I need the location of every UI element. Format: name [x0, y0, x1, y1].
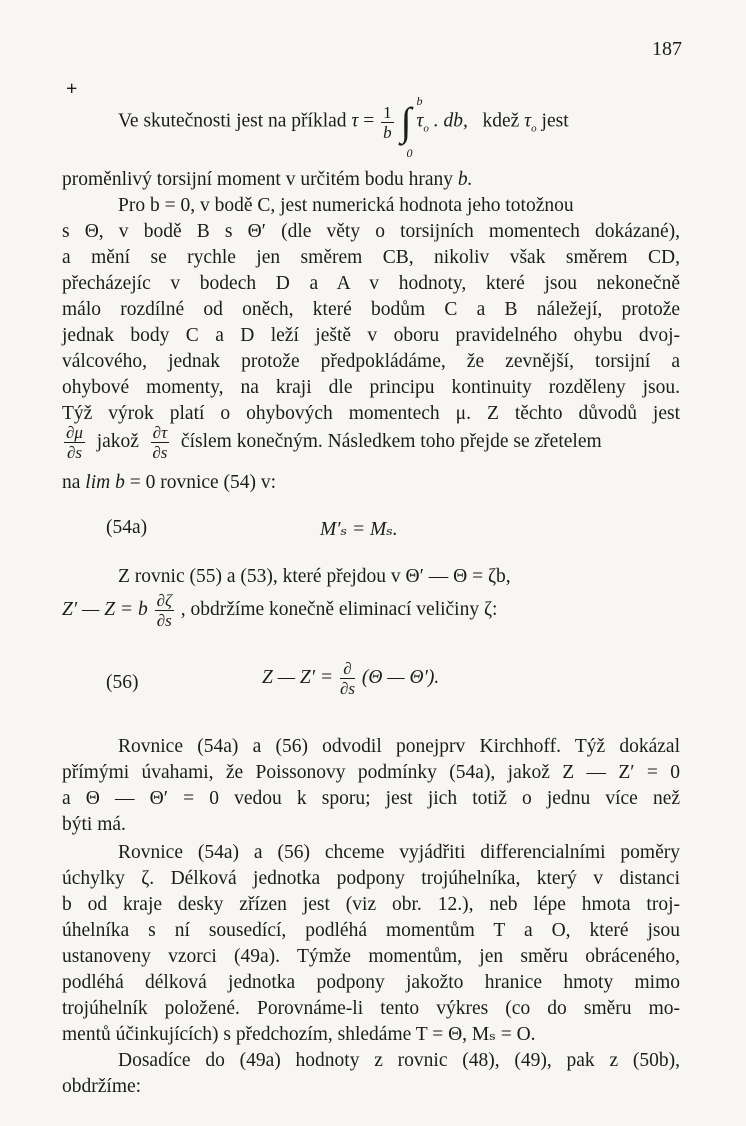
- equation-text: Z′ — Z = b: [62, 598, 148, 620]
- text-run: proměnlivý torsijní moment v určitém bodu hrany: [62, 169, 454, 190]
- fraction-numerator: 1: [383, 102, 392, 122]
- p4-line-1: Dosadíce do (49a) hodnoty z rovnic (48), (49), pak z (50b),: [118, 1050, 680, 1071]
- symbol-b: b.: [457, 169, 473, 190]
- p3-line-4: úhelníka s ní sousedící, podléhá momentům T a O, které jsou: [62, 920, 680, 941]
- fraction-dzeta-ds: [155, 592, 174, 629]
- equation-text: Z — Z′ =: [262, 666, 334, 688]
- fraction-numerator: ∂τ: [152, 423, 168, 442]
- z-line: Z rovnic (55) a (53), které přejdou v Θ′ — Θ = ζb,: [118, 566, 511, 587]
- integrand-subscript: o: [423, 122, 429, 135]
- fraction-denominator: ∂s: [339, 679, 355, 698]
- equation-label-54a: (54a): [106, 517, 148, 538]
- limit-expression: lim b: [85, 472, 125, 493]
- text-run: Ve skutečnosti jest na příklad: [118, 110, 347, 132]
- body-line-3: a mění se rychle jen směrem CB, nikoliv však směrem CD,: [62, 247, 680, 268]
- fraction-dmu-ds: [64, 424, 85, 461]
- p2-line-1: Rovnice (54a) a (56) odvodil ponejprv Kirchhoff. Týž dokázal: [118, 736, 680, 757]
- limit-line: [62, 470, 276, 496]
- body-line-2: s Θ, v bodě B s Θ′ (dle věty o torsijních momentech dokázané),: [62, 221, 680, 242]
- margin-mark: +: [66, 78, 78, 100]
- fraction-d-ds: [340, 660, 355, 697]
- text-run: jest: [541, 110, 569, 132]
- fraction-denominator: ∂s: [156, 611, 172, 630]
- p2-line-2: přímými úvahami, že Poissonovy podmínky (54a), jakož Z — Z′ = 0: [62, 762, 680, 783]
- paragraph-1-line-2: [62, 167, 473, 193]
- body-line-1: Pro b = 0, v bodě C, jest numerická hodnota jeho totožnou: [118, 195, 574, 216]
- symbol-tau: τ: [351, 110, 359, 132]
- integral: [400, 94, 423, 160]
- body-line-6: jednak body C a D leží ještě v oboru pravidelného ohybu dvoj-: [62, 325, 680, 346]
- p2-line-3: a Θ — Θ′ = 0 vedou k sporu; jest jich totiž o jednu více než: [62, 788, 680, 809]
- text-run: , obdržíme konečně eliminací veličiny ζ:: [180, 598, 498, 620]
- fractions-line: [62, 424, 602, 461]
- text-run: rovnice (54) v:: [160, 472, 277, 493]
- text-run: kdež: [482, 110, 520, 132]
- equals-zero: = 0: [129, 472, 156, 493]
- p4-line-2: obdržíme:: [62, 1076, 142, 1097]
- equation-56: [262, 660, 439, 697]
- body-line-4: přecházejíc v bodech D a A v hodnoty, které jsou nekonečně: [62, 273, 680, 294]
- fraction-denominator: ∂s: [66, 443, 82, 462]
- fraction-numerator: ∂ζ: [156, 591, 172, 610]
- fraction-numerator: ∂μ: [66, 423, 83, 442]
- z-line-2: [62, 592, 497, 629]
- text-run: na: [62, 472, 81, 493]
- p3-line-1: Rovnice (54a) a (56) chceme vyjádřiti differencialními poměry: [118, 842, 680, 863]
- integral-sign: ∫: [400, 99, 412, 144]
- fraction-denominator: ∂s: [152, 443, 168, 462]
- fraction-numerator: ∂: [340, 660, 355, 679]
- page-number: 187: [652, 38, 682, 60]
- p2-line-4: býti má.: [62, 814, 126, 835]
- integral-lower-limit: 0: [406, 146, 413, 160]
- integrand-tau: τ: [416, 110, 424, 132]
- integrand-differential: . db,: [433, 110, 468, 132]
- tau-subscript: o: [531, 122, 537, 135]
- equation-text: (Θ — Θ′).: [361, 666, 440, 688]
- fraction-denominator: b: [383, 122, 392, 142]
- p3-line-8: mentů účinkujících) s předchozím, shledáme T = Θ, Mₛ = O.: [62, 1024, 536, 1045]
- paragraph-1-line-1: [118, 94, 680, 160]
- p3-line-7: trojúhelník položené. Porovnáme-li tento výkres (co do směru mo-: [62, 998, 680, 1019]
- text-run: číslem konečným. Následkem toho přejde se zřetelem: [180, 430, 602, 452]
- p3-line-3: b od kraje desky zřízen jest (viz obr. 12.), neb lépe hmota troj-: [62, 894, 680, 915]
- equals-sign: =: [363, 110, 375, 132]
- body-line-8: ohybové momenty, na kraji dle principu kontinuity rozděleny jsou.: [62, 377, 680, 398]
- fraction-one-over-b: [381, 104, 394, 141]
- p3-line-2: úchylky ζ. Délková jednotka podpony trojúhelníka, který v distanci: [62, 868, 680, 889]
- equation-label-56: (56): [106, 672, 139, 693]
- symbol-tau-o: τ: [524, 110, 532, 132]
- text-run: jakož: [96, 430, 139, 452]
- body-line-5: málo rozdílné od oněch, které bodům C a B náležejí, protože: [62, 299, 680, 320]
- fraction-dtau-ds: [151, 424, 170, 461]
- integral-upper-limit: b: [416, 94, 423, 108]
- body-line-9: Týž výrok platí o ohybových momentech μ. Z těchto důvodů jest: [62, 403, 680, 424]
- equation-54a: M′ₛ = Mₛ.: [320, 519, 398, 540]
- p3-line-5: ustanoveny vzorci (49a). Týmže momentům, jen směru obráceného,: [62, 946, 680, 967]
- p3-line-6: podléhá délková jednotka podpony jakožto hranice hmoty mimo: [62, 972, 680, 993]
- body-line-7: válcového, jednak protože předpokládáme, že zevnější, torsijní a: [62, 351, 680, 372]
